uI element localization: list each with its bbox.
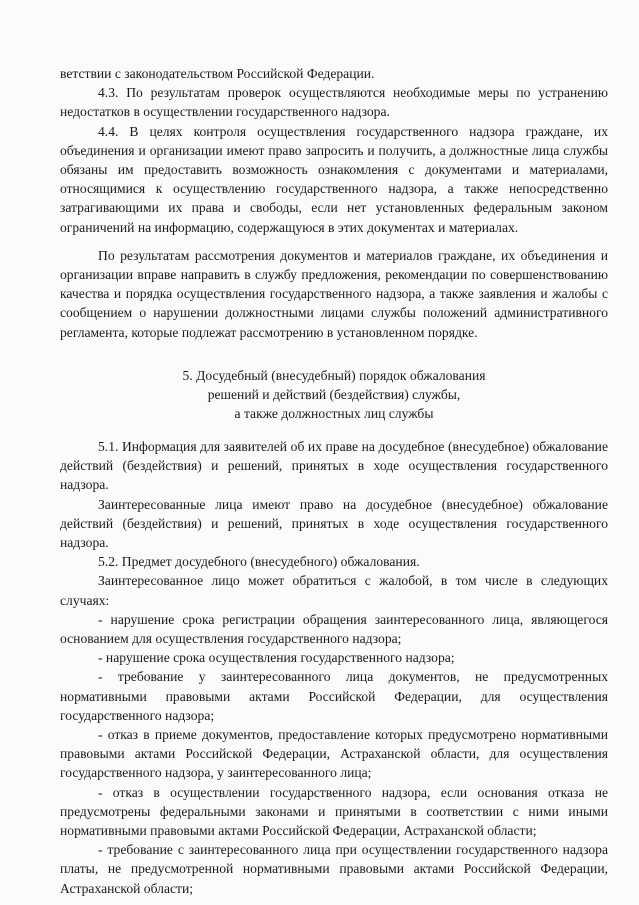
- paragraph-5-1: 5.1. Информация для заявителей об их праве на досудебное (внесудебное) обжалование действий (бездействия) и решений, принятых в ходе осуществления государственного надзора.: [60, 439, 608, 493]
- section-5-body: [60, 437, 608, 898]
- paragraph-review-results: По результатам рассмотрения документов и материалов граждане, их объединения и организации вправе направить в службу предложения, рекомендации по совершенствованию качества и порядка осуществления государственного надзора, а также заявления и жалобы с сообщением о нарушении должностными лицами службы положений административного регламента, которые подлежат рассмотрению в установленном порядке.: [60, 247, 608, 340]
- section-4-continuation: [60, 64, 608, 342]
- section-5-heading-line-2: решений и действий (бездействия) службы,: [207, 387, 461, 402]
- list-item-extra-documents: - требование у заинтересованного лица документов, не предусмотренных нормативными правовыми актами Российской Федерации, для осуществления государственного надзора;: [60, 669, 608, 723]
- paragraph-4-3: 4.3. По результатам проверок осуществляются необходимые меры по устранению недостатков в осуществлении государственного надзора.: [60, 85, 608, 120]
- section-5-heading-line-3: а также должностных лиц службы: [234, 406, 434, 421]
- paragraph-5-2: 5.2. Предмет досудебного (внесудебного) обжалования.: [98, 554, 420, 570]
- list-item-supervision-deadline: - нарушение срока осуществления государственного надзора;: [98, 650, 455, 666]
- section-5-heading-line-1: 5. Досудебный (внесудебный) порядок обжалования: [182, 368, 486, 383]
- paragraph-complaint-cases: Заинтересованное лицо может обратиться с жалобой, в том числе в следующих случаях:: [60, 573, 608, 608]
- paragraph-continuation: ветствии с законодательством Российской Федерации.: [60, 66, 375, 81]
- list-item-refusal-of-supervision: - отказ в осуществлении государственного надзора, если основания отказа не предусмотрены федеральными законами и принятыми в соответствии с ними иными нормативными правовыми актами Российской Федерации, Астраханской области;: [60, 784, 608, 839]
- list-item-unlawful-fee: - требование с заинтересованного лица при осуществлении государственного надзора платы, не предусмотренной нормативными правовыми актами Российской Федерации, Астраханской области;: [60, 842, 608, 896]
- paragraph-interested-parties: Заинтересованные лица имеют право на досудебное (внесудебное) обжалование действий (бездействия) и решений, принятых в ходе осуществления государственного надзора.: [60, 496, 608, 551]
- list-item-registration-deadline: - нарушение срока регистрации обращения заинтересованного лица, являющегося основанием для осуществления государственного надзора;: [60, 611, 608, 647]
- paragraph-4-4: 4.4. В целях контроля осуществления государственного надзора граждане, их объединения и организации имеют право запросить и получить, а должностные лица службы обязаны им предоставить возможность ознакомления с документами и материалами, относящимися к осуществлению государственного надзора, а также непосредственно затрагивающими их права и свободы, если нет установленных федеральным законом ограничений на информацию, содержащуюся в этих документах и материалах.: [60, 123, 608, 235]
- list-item-refusal-to-accept: - отказ в приеме документов, предоставление которых предусмотрено нормативными правовыми актами Российской Федерации, Астраханской области, для осуществления государственного надзора, у заинтересованного лица;: [60, 727, 608, 781]
